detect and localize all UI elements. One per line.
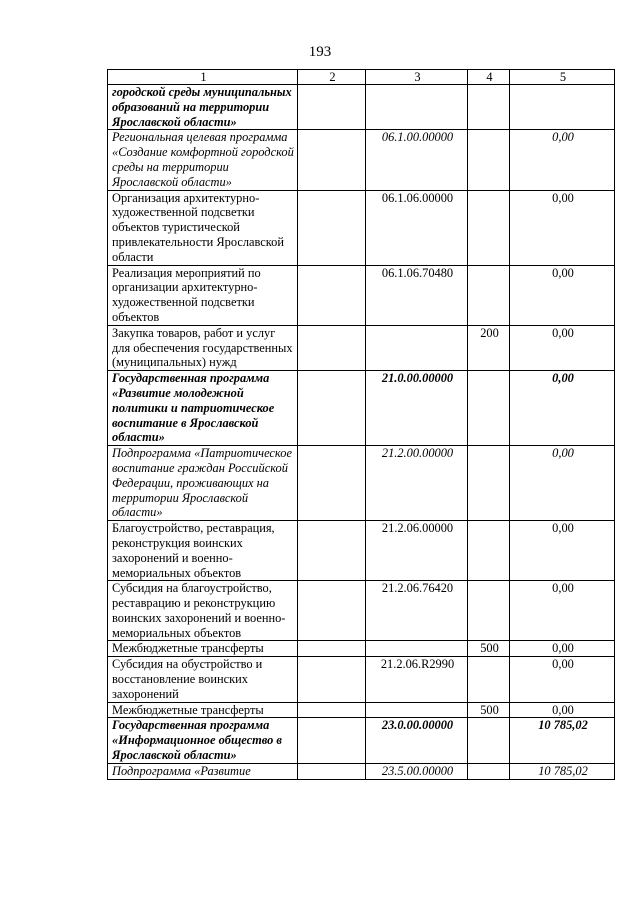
row-code-cell: 23.5.00.00000 [366, 763, 468, 779]
row-col2-cell [298, 325, 366, 370]
row-amount-cell: 10 785,02 [510, 718, 615, 763]
row-col2-cell [298, 581, 366, 641]
row-expense-type-cell [468, 657, 510, 702]
table-row [108, 657, 615, 702]
row-col2-cell [298, 702, 366, 718]
row-code-cell: 21.2.06.00000 [366, 521, 468, 581]
row-code-cell: 06.1.06.70480 [366, 265, 468, 325]
row-name-cell: городской среды муниципальных образований на территории Ярославской области» [108, 85, 298, 130]
row-code-cell: 06.1.00.00000 [366, 130, 468, 190]
table-header-row [108, 70, 615, 85]
page-number: 193 [308, 44, 332, 60]
row-code-cell: 21.0.00.00000 [366, 371, 468, 446]
row-amount-cell: 0,00 [510, 521, 615, 581]
row-code-cell: 06.1.06.00000 [366, 190, 468, 265]
row-amount-cell: 0,00 [510, 265, 615, 325]
table-row [108, 641, 615, 657]
row-code-cell: 21.2.06.76420 [366, 581, 468, 641]
header-cell: 2 [298, 70, 366, 85]
row-expense-type-cell [468, 446, 510, 521]
row-name-cell: Государственная программа «Информационное общество в Ярославской области» [108, 718, 298, 763]
row-code-cell [366, 325, 468, 370]
row-col2-cell [298, 130, 366, 190]
row-col2-cell [298, 371, 366, 446]
row-name-cell: Организация архитектурно-художественной подсветки объектов туристической привлекательности Ярославской области [108, 190, 298, 265]
row-expense-type-cell [468, 371, 510, 446]
header-cell: 4 [468, 70, 510, 85]
row-amount-cell: 0,00 [510, 325, 615, 370]
row-expense-type-cell [468, 85, 510, 130]
table-row [108, 446, 615, 521]
table-row [108, 718, 615, 763]
row-code-cell: 23.0.00.00000 [366, 718, 468, 763]
table-row [108, 581, 615, 641]
row-expense-type-cell [468, 265, 510, 325]
row-amount-cell: 0,00 [510, 190, 615, 265]
table-row [108, 85, 615, 130]
row-amount-cell: 0,00 [510, 641, 615, 657]
row-code-cell [366, 641, 468, 657]
row-expense-type-cell: 500 [468, 702, 510, 718]
row-code-cell [366, 85, 468, 130]
row-amount-cell [510, 85, 615, 130]
row-expense-type-cell [468, 130, 510, 190]
row-expense-type-cell [468, 521, 510, 581]
row-name-cell: Межбюджетные трансферты [108, 702, 298, 718]
table-row [108, 763, 615, 779]
row-expense-type-cell [468, 718, 510, 763]
row-amount-cell: 10 785,02 [510, 763, 615, 779]
row-name-cell: Закупка товаров, работ и услуг для обеспечения государственных (муниципальных) нужд [108, 325, 298, 370]
row-col2-cell [298, 763, 366, 779]
row-amount-cell: 0,00 [510, 702, 615, 718]
row-col2-cell [298, 657, 366, 702]
table-row [108, 265, 615, 325]
row-amount-cell: 0,00 [510, 581, 615, 641]
row-expense-type-cell [468, 763, 510, 779]
row-col2-cell [298, 265, 366, 325]
row-name-cell: Государственная программа «Развитие молодежной политики и патриотическое воспитание в Ярославской области» [108, 371, 298, 446]
row-name-cell: Региональная целевая программа «Создание комфортной городской среды на территории Ярославской области» [108, 130, 298, 190]
table-row [108, 702, 615, 718]
row-name-cell: Субсидия на обустройство и восстановление воинских захоронений [108, 657, 298, 702]
header-cell: 1 [108, 70, 298, 85]
budget-table [107, 69, 615, 780]
row-expense-type-cell [468, 581, 510, 641]
header-cell: 3 [366, 70, 468, 85]
row-col2-cell [298, 446, 366, 521]
row-col2-cell [298, 641, 366, 657]
row-expense-type-cell [468, 190, 510, 265]
table-row [108, 521, 615, 581]
row-amount-cell: 0,00 [510, 130, 615, 190]
row-name-cell: Реализация мероприятий по организации архитектурно-художественной подсветки объектов [108, 265, 298, 325]
row-col2-cell [298, 190, 366, 265]
row-code-cell: 21.2.06.R2990 [366, 657, 468, 702]
row-col2-cell [298, 85, 366, 130]
row-col2-cell [298, 521, 366, 581]
row-name-cell: Межбюджетные трансферты [108, 641, 298, 657]
row-name-cell: Субсидия на благоустройство, реставрацию и реконструкцию воинских захоронений и военно-мемориальных объектов [108, 581, 298, 641]
table-row [108, 325, 615, 370]
row-amount-cell: 0,00 [510, 371, 615, 446]
row-code-cell: 21.2.00.00000 [366, 446, 468, 521]
table-row [108, 190, 615, 265]
row-amount-cell: 0,00 [510, 446, 615, 521]
row-code-cell [366, 702, 468, 718]
row-amount-cell: 0,00 [510, 657, 615, 702]
table-row [108, 371, 615, 446]
header-cell: 5 [510, 70, 615, 85]
table-body [108, 85, 615, 780]
row-expense-type-cell: 200 [468, 325, 510, 370]
row-name-cell: Подпрограмма «Патриотическое воспитание граждан Российской Федерации, проживающих на территории Ярославской области» [108, 446, 298, 521]
row-name-cell: Благоустройство, реставрация, реконструкция воинских захоронений и военно-мемориальных объектов [108, 521, 298, 581]
row-name-cell: Подпрограмма «Развитие [108, 763, 298, 779]
row-expense-type-cell: 500 [468, 641, 510, 657]
table-row [108, 130, 615, 190]
row-col2-cell [298, 718, 366, 763]
